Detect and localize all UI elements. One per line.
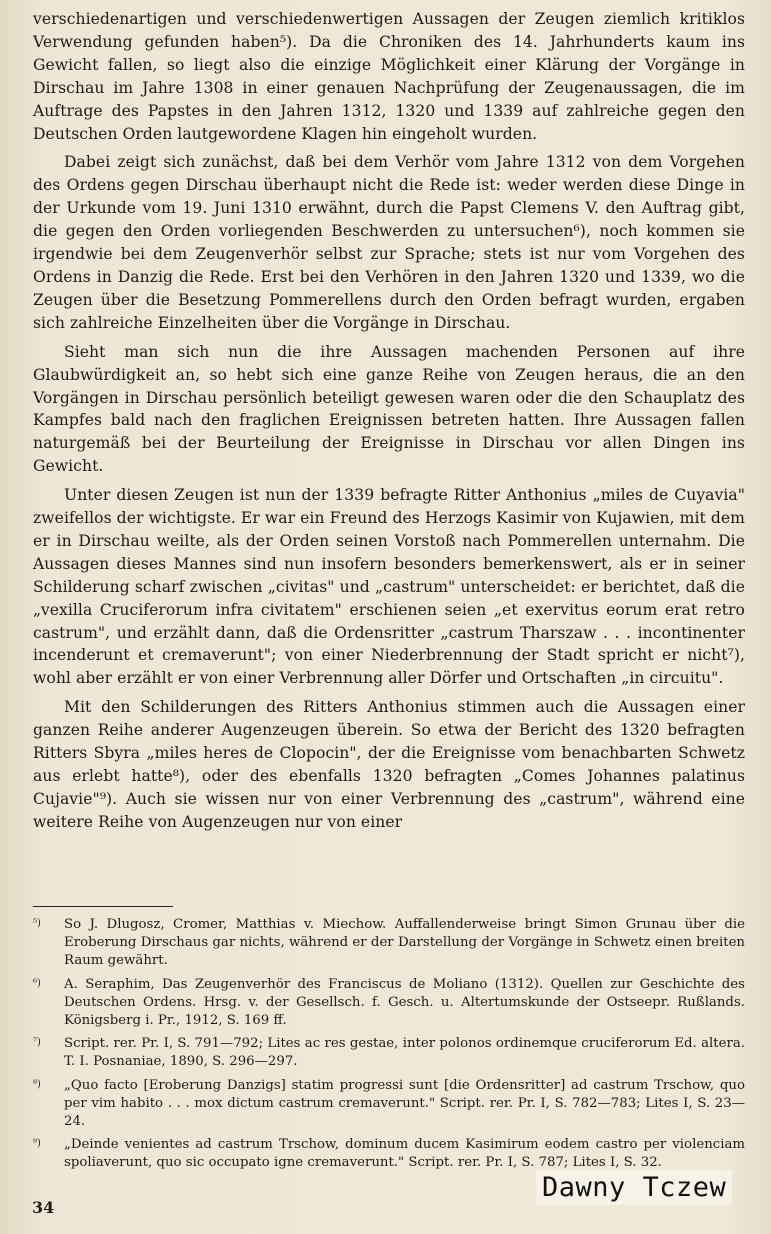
footnote-divider (33, 906, 173, 907)
footnotes (33, 916, 745, 1178)
footnote-text: So J. Dlugosz, Cromer, Matthias v. Miechow. Auffallenderweise bringt Simon Grunau über die Eroberung Dirschaus gar nichts, während er der Darstellung der Vorgänge in Schwetz einen breiten Raum gewährt. (64, 917, 745, 969)
footnote-number: ⁸) (33, 1078, 41, 1090)
paragraph-1: verschiedenartigen und verschiedenwertigen Aussagen der Zeugen ziemlich kritiklos Verwendung gefunden haben⁵). Da die Chroniken des 14. Jahrhunderts kaum ins Gewicht fallen, so liegt also die einzige Möglichkeit einer Klärung der Vorgänge in Dirschau im Jahre 1308 in einer genauen Nachprüfung der Zeugenaussagen, die im Auftrage des Papstes in den Jahren 1312, 1320 und 1339 auf zahlreiche gegen den Deutschen Orden lautgewordene Klagen hin eingeholt wurden. (33, 10, 745, 143)
footnote-text: A. Seraphim, Das Zeugenverhör des Franciscus de Moliano (1312). Quellen zur Geschichte des Deutschen Ordens. Hrsg. v. der Gesellsch. f. Gesch. u. Altertumskunde der Ostseepr. Rußlands. Königsberg i. Pr., 1912, S. 169 ff. (64, 976, 745, 1029)
footnote-6 (33, 976, 745, 1031)
body-text (33, 8, 745, 834)
watermark: Dawny Tczew (536, 1170, 732, 1205)
footnote-8 (33, 1077, 745, 1132)
footnote-text: Script. rer. Pr. I, S. 791—792; Lites ac res gestae, inter polonos ordinemque cruciferorum Ed. altera. T. I. Posnaniae, 1890, S. 296—297. (64, 1036, 745, 1070)
paragraph-3: Sieht man sich nun die ihre Aussagen machenden Personen auf ihre Glaubwürdigkeit an, so hebt sich eine ganze Reihe von Zeugen heraus, die an den Vorgängen in Dirschau persönlich beteiligt gewesen waren oder die den Schauplatz des Kampfes bald nach den fraglichen Ereignissen betreten hatten. Ihre Aussagen fallen naturgemäß bei der Beurteilung der Ereignisse in Dirschau vor allen Dingen ins Gewicht. (33, 342, 745, 476)
paragraph-4: Unter diesen Zeugen ist nun der 1339 befragte Ritter Anthonius „miles de Cuyavia" zweifellos der wichtigste. Er war ein Freund des Herzogs Kasimir von Kujawien, mit dem er in Dirschau weilte, als der Orden seinen Vorstoß nach Pommerellen unternahm. Die Aussagen dieses Mannes sind nun insofern besonders bemerkenswert, als er in seiner Schilderung scharf zwischen „civitas" und „castrum" unterscheidet: er berichtet, daß die „vexilla Cruciferorum infra civitatem" erschienen seien „et exervitus eorum erat retro castrum", und erzählt dann, daß die Ordensritter „castrum Tharszaw . . . incontinenter incenderunt et cremaverunt"; von einer Niederbrennung der Stadt spricht er nicht⁷), wohl aber erzählt er von einer Verbrennung aller Dörfer und Ortschaften „in circuitu". (33, 486, 745, 688)
footnote-9 (33, 1136, 745, 1172)
footnote-5 (33, 916, 745, 971)
footnote-7 (33, 1035, 745, 1071)
footnote-number: ⁹) (33, 1138, 41, 1150)
paragraph-5: Mit den Schilderungen des Ritters Anthonius stimmen auch die Aussagen einer ganzen Reihe anderer Augenzeugen überein. So etwa der Bericht des 1320 befragten Ritters Sbyra „miles heres de Clopocin", der die Ereignisse vom benachbarten Schwetz aus erlebt hatte⁸), oder des ebenfalls 1320 befragten „Comes Johannes palatinus Cujavie"⁹). Auch sie wissen nur von einer Verbrennung des „castrum", während eine weitere Reihe von Augenzeugen nur von einer (33, 698, 745, 831)
paragraph-2: Dabei zeigt sich zunächst, daß bei dem Verhör vom Jahre 1312 von dem Vorgehen des Ordens gegen Dirschau überhaupt nicht die Rede ist: weder werden diese Dinge in der Urkunde vom 19. Juni 1310 erwähnt, durch die Papst Clemens V. den Auftrag gibt, die gegen den Orden vorliegenden Beschwerden zu untersuchen⁶), noch kommen sie irgendwie bei dem Zeugenverhör selbst zur Sprache; stets ist nur vom Vorgehen des Ordens in Danzig die Rede. Erst bei den Verhören in den Jahren 1320 und 1339, wo die Zeugen über die Besetzung Pommerellens durch den Orden befragt wurden, ergaben sich zahlreiche Einzelheiten über die Vorgänge in Dirschau. (33, 153, 745, 332)
footnote-number: ⁷) (33, 1037, 41, 1049)
footnote-text: „Quo facto [Eroberung Danzigs] statim progressi sunt [die Ordensritter] ad castrum Trschow, quo per vim habito . . . mox dictum castrum cremaverunt." Script. rer. Pr. I, S. 782—783; Lites I, S. 23—24. (64, 1077, 745, 1130)
footnote-number: ⁵) (33, 918, 41, 929)
footnote-number: ⁶) (33, 977, 41, 989)
page-number: 34 (32, 1198, 55, 1217)
footnote-text: „Deinde venientes ad castrum Trschow, dominum ducem Kasimirum eodem castro per violenciam spoliaverunt, quo sic occupato igne cremaverunt." Script. rer. Pr. I, S. 787; Lites I, S. 32. (64, 1137, 745, 1171)
